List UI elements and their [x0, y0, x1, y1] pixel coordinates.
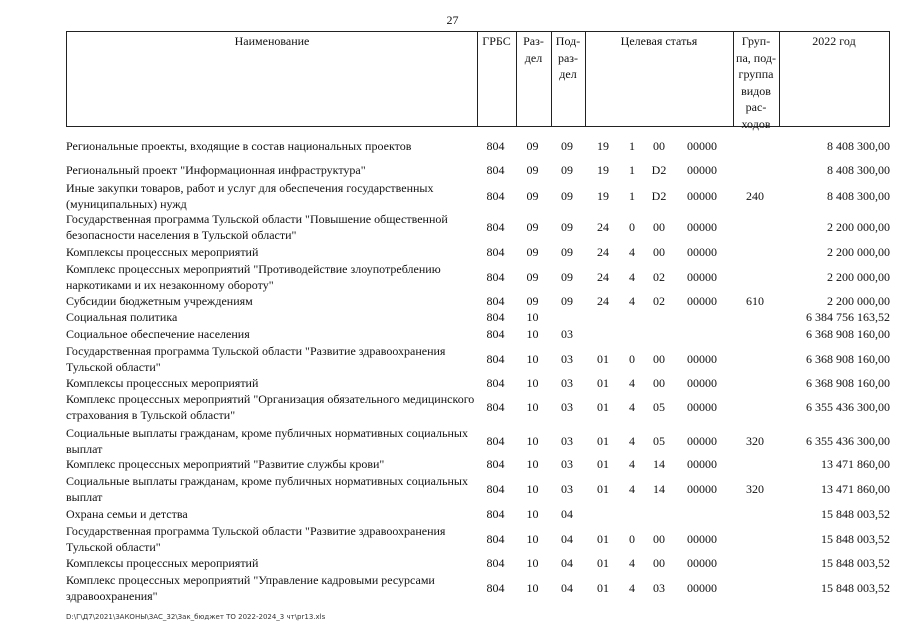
cell-event: 00 [653, 139, 665, 153]
cell-program: 24 [597, 220, 609, 234]
cell-amount: 15 848 003,52 [821, 507, 890, 521]
header-expense-group: Груп- па, под- группа видов рас- ходов [736, 34, 776, 131]
header-podrazdel: Под- раз- дел [555, 34, 581, 81]
cell-amount: 13 471 860,00 [821, 482, 890, 496]
cell-name: Субсидии бюджетным учреждениям [66, 294, 253, 308]
cell-grbs: 804 [486, 220, 505, 234]
cell-name: Комплекс процессных мероприятий "Противодействие злоупотреблению наркотиками и их незаконному обороту" [66, 262, 441, 292]
table-row [66, 456, 890, 472]
cell-subprogram: 4 [629, 270, 635, 284]
cell-grbs: 804 [486, 163, 505, 177]
cell-direction: 00000 [687, 581, 717, 595]
table-row [66, 555, 890, 571]
cell-direction: 00000 [687, 482, 717, 496]
cell-amount: 6 384 756 163,52 [806, 310, 890, 324]
cell-name: Социальные выплаты гражданам, кроме публичных нормативных социальных выплат [66, 474, 468, 504]
table-row [66, 523, 890, 555]
cell-name: Охрана семьи и детства [66, 507, 188, 521]
cell-podrazdel: 03 [561, 352, 573, 366]
cell-event: 00 [653, 220, 665, 234]
cell-subprogram: 1 [629, 163, 635, 177]
cell-amount: 6 355 436 300,00 [806, 400, 890, 414]
cell-event: 05 [653, 400, 665, 414]
cell-name: Региональные проекты, входящие в состав национальных проектов [66, 139, 412, 153]
cell-amount: 6 368 908 160,00 [806, 327, 890, 341]
cell-razdel: 10 [526, 556, 539, 570]
table-row [66, 375, 890, 391]
cell-name: Государственная программа Тульской области "Развитие здравоохранения Тульской области" [66, 524, 446, 554]
cell-direction: 00000 [687, 294, 717, 308]
cell-razdel: 10 [526, 434, 539, 448]
cell-razdel: 09 [526, 220, 539, 234]
cell-grbs: 804 [486, 532, 505, 546]
cell-program: 19 [597, 163, 609, 177]
cell-grbs: 804 [486, 189, 505, 203]
cell-podrazdel: 03 [561, 482, 573, 496]
cell-grbs: 804 [486, 556, 505, 570]
header-year: 2022 год [812, 34, 856, 48]
table-row [66, 211, 890, 243]
cell-razdel: 09 [526, 189, 539, 203]
cell-podrazdel: 03 [561, 457, 573, 471]
cell-razdel: 09 [526, 139, 539, 153]
cell-event: 00 [653, 532, 665, 546]
cell-razdel: 10 [526, 352, 539, 366]
cell-subprogram: 0 [629, 532, 635, 546]
cell-subprogram: 4 [629, 457, 635, 471]
cell-event: 05 [653, 434, 665, 448]
cell-program: 19 [597, 189, 609, 203]
cell-razdel: 09 [526, 163, 539, 177]
cell-subprogram: 4 [629, 245, 635, 259]
cell-name: Комплексы процессных мероприятий [66, 245, 259, 259]
cell-event: 00 [653, 352, 665, 366]
cell-grbs: 804 [486, 310, 505, 324]
table-header [66, 31, 890, 131]
cell-name: Комплекс процессных мероприятий "Развитие службы крови" [66, 457, 385, 471]
cell-amount: 2 200 000,00 [827, 294, 890, 308]
cell-program: 01 [597, 482, 609, 496]
cell-grbs: 804 [486, 507, 505, 521]
cell-direction: 00000 [687, 139, 717, 153]
table-row [66, 293, 890, 309]
cell-program: 19 [597, 139, 609, 153]
cell-grbs: 804 [486, 245, 505, 259]
cell-amount: 8 408 300,00 [827, 163, 890, 177]
cell-event: 14 [653, 457, 665, 471]
cell-subprogram: 4 [629, 376, 635, 390]
cell-subprogram: 4 [629, 556, 635, 570]
cell-direction: 00000 [687, 163, 717, 177]
table-row [66, 343, 890, 375]
cell-event: 00 [653, 376, 665, 390]
cell-subprogram: 4 [629, 294, 635, 308]
cell-podrazdel: 04 [561, 532, 573, 546]
cell-expense-type: 320 [746, 482, 764, 496]
cell-razdel: 10 [526, 532, 539, 546]
cell-subprogram: 0 [629, 352, 635, 366]
cell-direction: 00000 [687, 376, 717, 390]
cell-name: Комплексы процессных мероприятий [66, 376, 259, 390]
cell-grbs: 804 [486, 400, 505, 414]
cell-direction: 00000 [687, 400, 717, 414]
cell-podrazdel: 09 [561, 189, 573, 203]
cell-direction: 00000 [687, 220, 717, 234]
cell-name: Иные закупки товаров, работ и услуг для обеспечения государственных (муниципальных) нужд [66, 181, 434, 211]
cell-grbs: 804 [486, 327, 505, 341]
cell-subprogram: 4 [629, 482, 635, 496]
table-row [66, 326, 890, 342]
cell-subprogram: 1 [629, 189, 635, 203]
cell-amount: 2 200 000,00 [827, 220, 890, 234]
cell-podrazdel: 03 [561, 434, 573, 448]
cell-razdel: 10 [526, 457, 539, 471]
cell-razdel: 10 [526, 507, 539, 521]
cell-name: Государственная программа Тульской области "Повышение общественной безопасности населения в Тульской области" [66, 212, 448, 242]
cell-program: 24 [597, 270, 609, 284]
cell-razdel: 09 [526, 294, 539, 308]
cell-direction: 00000 [687, 245, 717, 259]
table-row [66, 138, 890, 154]
cell-razdel: 10 [526, 400, 539, 414]
cell-program: 01 [597, 434, 609, 448]
table-row [66, 572, 890, 604]
cell-subprogram: 4 [629, 400, 635, 414]
cell-podrazdel: 09 [561, 163, 573, 177]
cell-program: 01 [597, 532, 609, 546]
cell-podrazdel: 09 [561, 220, 573, 234]
cell-program: 01 [597, 352, 609, 366]
cell-razdel: 09 [526, 270, 539, 284]
cell-direction: 00000 [687, 189, 717, 203]
cell-amount: 6 368 908 160,00 [806, 352, 890, 366]
cell-podrazdel: 04 [561, 581, 573, 595]
cell-podrazdel: 03 [561, 327, 573, 341]
cell-direction: 00000 [687, 457, 717, 471]
cell-grbs: 804 [486, 482, 505, 496]
cell-name: Социальная политика [66, 310, 178, 324]
cell-podrazdel: 09 [561, 294, 573, 308]
cell-grbs: 804 [486, 139, 505, 153]
cell-program: 01 [597, 581, 609, 595]
cell-name: Социальные выплаты гражданам, кроме публичных нормативных социальных выплат [66, 426, 468, 456]
cell-grbs: 804 [486, 270, 505, 284]
cell-podrazdel: 04 [561, 507, 573, 521]
cell-name: Комплекс процессных мероприятий "Управление кадровыми ресурсами здравоохранения" [66, 573, 435, 603]
table-row [66, 391, 890, 423]
cell-amount: 15 848 003,52 [821, 581, 890, 595]
cell-program: 01 [597, 556, 609, 570]
header-target-article: Целевая статья [620, 34, 698, 48]
table-row [66, 309, 890, 325]
cell-direction: 00000 [687, 434, 717, 448]
header-name: Наименование [234, 34, 310, 48]
table-row [66, 506, 890, 522]
cell-name: Комплекс процессных мероприятий "Организация обязательного медицинского страхования в Тульской области" [66, 392, 475, 422]
cell-grbs: 804 [486, 352, 505, 366]
cell-program: 24 [597, 294, 609, 308]
cell-direction: 00000 [687, 532, 717, 546]
header-grbs: ГРБС [482, 34, 511, 48]
cell-event: D2 [651, 189, 667, 203]
cell-podrazdel: 03 [561, 376, 573, 390]
cell-grbs: 804 [486, 294, 505, 308]
header-razdel: Раз- дел [523, 34, 544, 65]
cell-event: 00 [653, 556, 665, 570]
cell-event: 14 [653, 482, 665, 496]
cell-program: 01 [597, 376, 609, 390]
cell-amount: 2 200 000,00 [827, 270, 890, 284]
file-path-footer: D:\Г\Д7\2021\ЗАКОНЫ\ЗАС_32\Зак_бюджет ТО 2022-2024_3 чт\pr13.xls [66, 613, 326, 621]
cell-direction: 00000 [687, 556, 717, 570]
cell-amount: 15 848 003,52 [821, 556, 890, 570]
cell-grbs: 804 [486, 581, 505, 595]
table-row [66, 180, 890, 212]
cell-amount: 13 471 860,00 [821, 457, 890, 471]
cell-amount: 6 368 908 160,00 [806, 376, 890, 390]
cell-amount: 6 355 436 300,00 [806, 434, 890, 448]
cell-amount: 8 408 300,00 [827, 139, 890, 153]
cell-name: Социальное обеспечение населения [66, 327, 250, 341]
cell-event: 00 [653, 245, 665, 259]
cell-podrazdel: 03 [561, 400, 573, 414]
cell-direction: 00000 [687, 270, 717, 284]
cell-razdel: 10 [526, 482, 539, 496]
cell-program: 01 [597, 457, 609, 471]
cell-subprogram: 0 [629, 220, 635, 234]
cell-event: 02 [653, 270, 665, 284]
cell-event: 03 [653, 581, 665, 595]
cell-razdel: 10 [526, 310, 539, 324]
cell-name: Государственная программа Тульской области "Развитие здравоохранения Тульской области" [66, 344, 446, 374]
cell-razdel: 10 [526, 327, 539, 341]
cell-expense-type: 610 [746, 294, 764, 308]
cell-program: 24 [597, 245, 609, 259]
table-row [66, 473, 890, 505]
cell-podrazdel: 04 [561, 556, 573, 570]
cell-grbs: 804 [486, 376, 505, 390]
cell-razdel: 10 [526, 581, 539, 595]
page-number: 27 [446, 13, 459, 27]
table-row [66, 162, 890, 178]
table-row [66, 425, 890, 457]
cell-direction: 00000 [687, 352, 717, 366]
cell-razdel: 09 [526, 245, 539, 259]
cell-grbs: 804 [486, 457, 505, 471]
table-row [66, 261, 890, 293]
cell-razdel: 10 [526, 376, 539, 390]
cell-amount: 8 408 300,00 [827, 189, 890, 203]
cell-name: Комплексы процессных мероприятий [66, 556, 259, 570]
cell-amount: 2 200 000,00 [827, 245, 890, 259]
cell-expense-type: 320 [746, 434, 764, 448]
table-row [66, 244, 890, 260]
cell-podrazdel: 09 [561, 270, 573, 284]
cell-expense-type: 240 [746, 189, 764, 203]
cell-podrazdel: 09 [561, 245, 573, 259]
cell-subprogram: 1 [629, 139, 635, 153]
cell-subprogram: 4 [629, 434, 635, 448]
cell-podrazdel: 09 [561, 139, 573, 153]
cell-event: 02 [653, 294, 665, 308]
cell-name: Региональный проект "Информационная инфраструктура" [66, 163, 366, 177]
cell-subprogram: 4 [629, 581, 635, 595]
cell-grbs: 804 [486, 434, 505, 448]
cell-amount: 15 848 003,52 [821, 532, 890, 546]
cell-program: 01 [597, 400, 609, 414]
cell-event: D2 [651, 163, 667, 177]
